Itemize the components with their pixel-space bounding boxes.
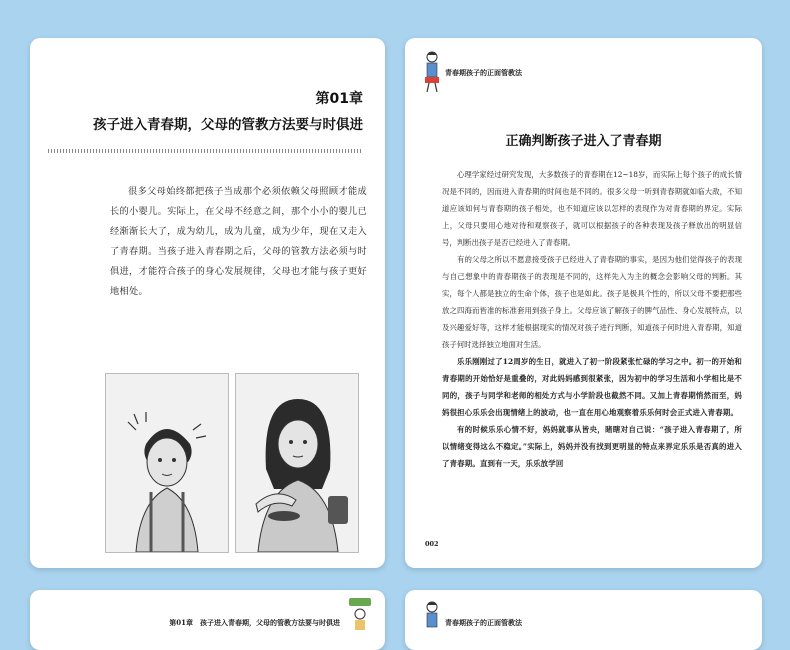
story-paragraph: 乐乐刚刚过了12周岁的生日，就进入了初一阶段紧张忙碌的学习之中。初一的开始和青春期的开始恰好是重叠的，对此妈妈感到很紧张，因为初中的学习生活和小学相比是不同的，孩子与同学和老师的相处方式与小学阶段也截然不同。又加上青春期悄然而至，妈妈很担心乐乐会出现情绪上的波动，也一直在用心地观察着乐乐何时会正式进入青春期。: [442, 357, 742, 417]
dotted-divider: [48, 149, 363, 153]
left-book-page-next: [30, 590, 385, 650]
student-sign-icon: [347, 596, 373, 630]
right-book-page-next: [405, 590, 762, 650]
right-book-page: [405, 38, 762, 568]
paragraph: 心理学家经过研究发现，大多数孩子的青春期在12~18岁，而实际上每个孩子的成长情况是不同的，因而进入青春期的时间也是不同的。很多父母一听到青春期就如临大敌，不知道应该如何与青春期的孩子相处，也不知道应该以怎样的表现作为对青春期的界定。实际上，父母只要用心地对待和观察孩子，就可以根据孩子的各种表现及孩子释放出的明显信号，判断出孩子是否已经进入了青春期。: [442, 170, 742, 247]
section-title: 正确判断孩子进入了青春期: [505, 134, 662, 149]
story-paragraph: 有的时候乐乐心情不好，妈妈就事从皆央，睹瞎对自己说：“孩子进入青春期了，所以情绪变得这么不稳定。”实际上，妈妈并没有找到更明显的特点来界定乐乐是否真的进入了青春期。直到有一天，乐乐放学回: [442, 425, 742, 468]
running-head: 第01章 孩子进入青春期，父母的管教方法要与时俱进: [169, 618, 340, 627]
boy-illustration: [105, 373, 229, 553]
running-head: 青春期孩子的正面管教法: [445, 618, 522, 627]
chapter-title: 孩子进入青春期，父母的管教方法要与时俱进: [93, 117, 363, 133]
running-head: 青春期孩子的正面管教法: [445, 68, 522, 77]
page-number: 002: [425, 540, 439, 548]
chapter-intro-text: 很多父母始终都把孩子当成那个必须依赖父母照顾才能成长的小婴儿。实际上，在父母不经意之间，那个小小的婴儿已经渐渐长大了，成为幼儿，成为儿童，成为少年，现在又走入了青春期。当孩子进入青春期之后，父母的管教方法必须与时俱进，才能符合孩子的身心发展规律，父母也才能与孩子更好地相处。: [110, 186, 367, 297]
chapter-number: 第01章: [315, 91, 363, 107]
body-text: [442, 166, 742, 472]
girl-illustration: [235, 373, 359, 553]
paragraph: 有的父母之所以不愿意接受孩子已经进入了青春期的事实，是因为他们觉得孩子的表现与自己想象中的青春期孩子的表现是不同的，这样先入为主的概念会影响父母的判断。其实，每个人都是独立的生命个体，孩子也是如此。孩子是极具个性的，所以父母不要把那些放之四海而皆准的标准套用到孩子身上。父母应该了解孩子的脾气品性、身心发展特点，以及兴趣爱好等，这样才能根据现实的情况对孩子进行判断，知道孩子何时进入青春期，知道孩子何时选择独立地面对生活。: [442, 255, 742, 349]
left-book-page: [30, 38, 385, 568]
student-figure-icon: [423, 50, 441, 94]
student-figure-icon: [423, 600, 441, 630]
